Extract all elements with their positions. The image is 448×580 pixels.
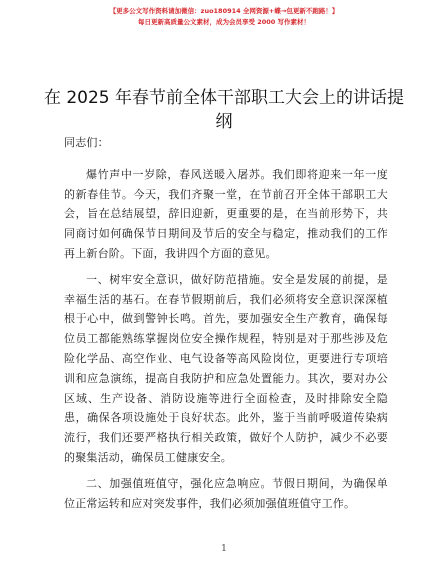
promo-banner: [0, 6, 448, 28]
promo-banner-line-1: 【更多公文写作资料请加微信：zuo180914 全网资源+蝶→包更新不跑路！】: [109, 7, 339, 15]
document-body: [64, 133, 388, 519]
paragraph-section-1: 一、树牢安全意识，做好防范措施。安全是发展的前提，是幸福生活的基石。在春节假期前后，我们必须将安全意识深深植根于心中，做到警钟长鸣。首先，要加强安全生产教育，确保每位员工都能熟练掌握岗位安全操作规程，特别是对于那些涉及危险化学品、高空作业、电气设备等高风险岗位，更要进行专项培训和应急演练，提高自我防护和应急处置能力。其次，要对办公区域、生产设备、消防设施等进行全面检查，及时排除安全隐患，确保各项设施处于良好状态。此外，鉴于当前呼吸道传染病流行，我们还要严格执行相关政策，做好个人防护，减少不必要的聚集活动，确保员工健康安全。: [64, 272, 388, 464]
document-title: 在 2025 年春节前全体干部职工大会上的讲话提纲: [43, 88, 405, 132]
page-number: 1: [221, 544, 227, 554]
paragraph-intro: 爆竹声中一岁除，春风送暖入屠苏。我们即将迎来一年一度的新春佳节。今天，我们齐聚一堂，在节前召开全体干部职工大会，旨在总结展望，辞旧迎新，更重要的是，在当前形势下，共同商讨如何确保节日期间及节后的安全与稳定，推动我们的工作再上新台阶。下面，我讲四个方面的意见。: [64, 167, 388, 260]
paragraph-section-2: 二、加强值班值守，强化应急响应。节假日期间，为确保单位正常运转和应对突发事件，我们必须加强值班值守工作。: [64, 476, 388, 510]
promo-banner-line-2: 每日更新高质量公文素材，成为会员享受 2000 写作素材！: [137, 18, 311, 26]
salutation: 同志们：: [64, 136, 109, 149]
